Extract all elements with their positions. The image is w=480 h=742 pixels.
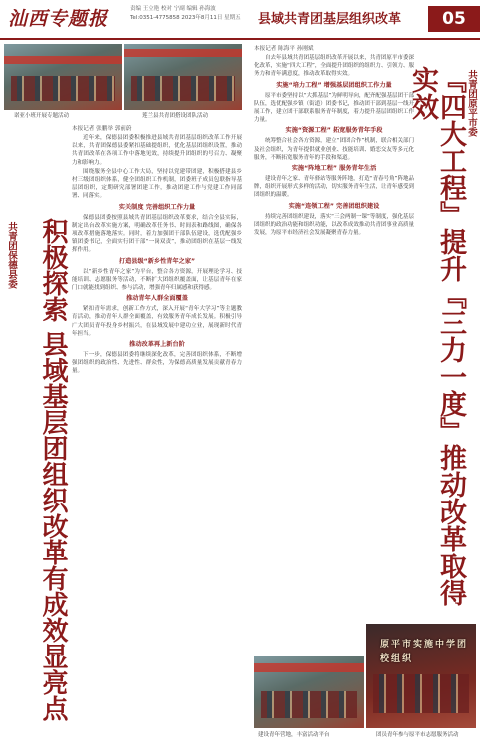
left-paragraph: 保德县团委按照县域共青团基层组织改革要求，结合全县实际，制定出台改革实施方案，明确改革任务书、时间表和路线图，确保各项改革措施落地落实。同时，着力加强团干部队伍建设，选优配强乡镇团委书记，全面实行团干部“一岗双责”，推动团组织在基层一线发挥作用。 [72,214,242,254]
masthead [0,0,480,40]
right-subhead: 实施“资源工程” 拓宽服务青年手段 [285,127,383,135]
left-subhead: 推动青年人群全面覆盖 [126,295,188,303]
left-kicker: 共青团保德县委 [6,222,17,289]
page-number: 05 [428,6,480,32]
date-line: Tel:0351-4775858 2023年8月11日 星期五 [130,15,241,21]
left-subhead: 推动改革再上新台阶 [129,341,185,349]
left-paragraph: 近年来，保德县团委积极推进县域共青团基层组织改革工作开展以来，共青团保德县委紧扣基础提组织，优化基层团组织设置，推动共青团改革在各项工作中落地见效，持续提升团组织的号召力、凝聚力和影响力。 [72,135,242,166]
left-subhead: 实关制度 完善组织工作力量 [118,203,196,211]
right-photo-1 [254,656,364,728]
left-paragraph: 以“新乡性青年之家”为平台，整合各方资源，开展理论学习、技能培训、志愿服务等活动，不断扩大团组织覆盖面，让基层青年在家门口就能找到组织、参与活动，增强青年归属感和获得感。 [72,268,242,292]
right-subhead: 实施“连领工程” 完善团组织建设 [288,202,380,210]
right-photo-2 [366,624,476,728]
left-paragraph: 围绕服务全县中心工作大局，坚持以党建带团建，积极搭建县乡村三级团组织体系，健全团组织工作机制，团委班子成员包联指导基层团组织，定期研究部署团建工作，推动团建工作与党建工作同部署、同落实。 [72,168,242,200]
left-body [72,134,242,738]
right-body [254,54,414,652]
section-title: 县域共青团基层组织改革 [258,12,402,27]
masthead-meta [130,5,250,23]
editor-line: 责编 王立艳 校对 宁副 编辑 孙海波 [130,6,216,12]
left-paragraph: 下一步，保德县团委将继续深化改革，完善团组织体系，不断增强团组织的政治性、先进性、群众性，为保德高质量发展贡献青春力量。 [72,352,242,375]
right-paragraph: 统筹整合社会各方资源，建立“团团合作”机制，联合相关部门及社会组织，为青年提供就业创业、技能培训、婚恋交友等多元化服务，不断拓宽服务青年的手段和渠道。 [254,138,414,161]
right-headline: 『四大工程』提升『三力一度』推动改革取得实效 [407,66,466,606]
left-photo-2-caption: 莲兰县共青团搭设团队活动 [142,113,209,119]
right-photo-2-caption: 团员青年参与原平市志愿服务活动 [376,732,459,738]
left-subhead: 打造县级“新乡性青年之家” [118,257,196,265]
left-paragraph: 紧扣青年需求，创新工作方式，深入开展“青年大学习”等主题教育活动，推动青年人群全面覆盖，有效服务青年成长发展。积极引导广大团员青年投身乡村振兴，在县域发展中建功立业，展现新时代青年担当。 [72,306,242,337]
left-author: 本报记者 张鹏举 郭前蔚 [72,126,132,132]
right-paragraph: 建设青年之家、青年驿站等服务阵地，打造“青春号角”阵地品牌，组织开展形式多样的活动，切实服务青年生活，让青年感受到团组织的温暖。 [254,176,414,199]
right-paragraph: 持续完善团组织建设，落实“三会两制一课”等制度，强化基层团组织的政治功能和组织功能，以改革成效推动共青团事业高质量发展，为原平市经济社会发展凝聚青春力量。 [254,213,414,237]
photo-inset-text: 原平市实施中学团校组织 [380,640,469,664]
right-subhead: 实施“培力工程” 增强基层团组织工作力量 [276,81,392,89]
left-photo-1 [4,44,122,110]
right-subhead: 实施“阵地工程” 服务青年生活 [291,165,377,173]
right-paragraph: 原平市委坚持以“大抓基层”为鲜明导向，配齐配强基层团干部队伍，选优配强乡镇（街道）团委书记，推动团干部到基层一线开展工作，建立团干部联系服务青年制度，着力提升基层团组织工作力量。 [254,92,414,124]
right-kicker: 共青团原平市委 [466,70,477,137]
right-photo-1-caption: 建设青年营地，丰富活动平台 [258,732,330,738]
right-author: 本报记者 陈海平 孙刚斌 [254,46,314,52]
left-headline: 积极探索 县域基层团组织改革有成效显亮点 [38,218,68,722]
left-photo-1-caption: 诺亚小班开展专题活动 [14,113,70,119]
left-photo-2 [124,44,242,110]
right-paragraph: 自去年县域共青团基层组织改革开展以来，共青团原平市委深化改革，实施“四大工程”，全面提升团组织的组织力、引领力、服务力和青年满意度，推动改革取得实效。 [254,55,414,78]
newspaper-logo: 汕西专题报 [8,8,109,30]
